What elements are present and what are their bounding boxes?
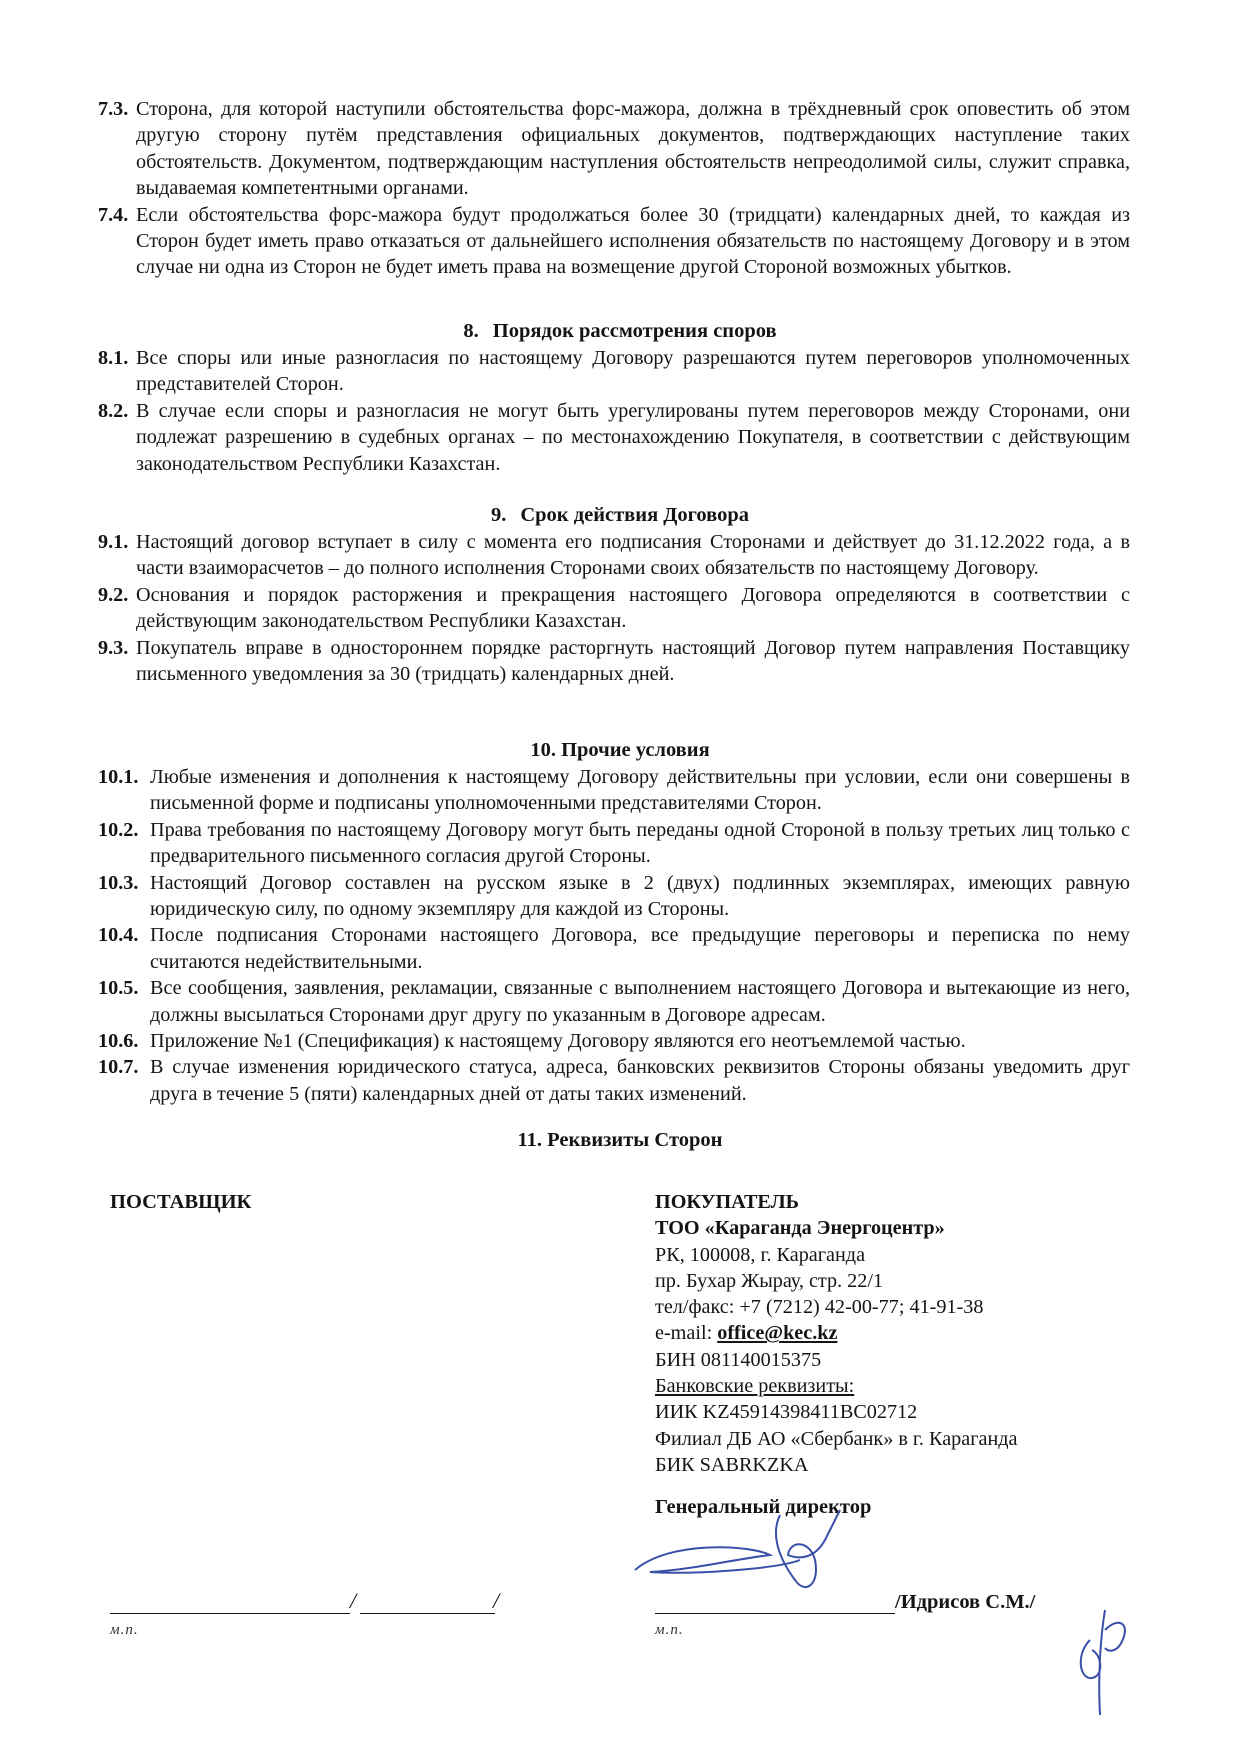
clause-number: 8.2. [98,399,129,422]
section-8-heading [0,318,1240,344]
buyer-details [655,1189,1115,1478]
clause-number: 10.4. [98,924,139,947]
section-11-heading: 11. Реквизиты Сторон [517,1129,723,1151]
buyer-bik: БИК SABRKZKA [655,1453,809,1476]
buyer-email-label: e-mail: [655,1322,718,1345]
clause-number: 8.1. [98,347,129,369]
clause-9-1 [98,529,1130,582]
clause-number: 10.1. [98,766,139,788]
buyer-bank-label: Банковские реквизиты: [655,1375,855,1398]
clause-text: Основания и порядок расторжения и прекращения настоящего Договора определяются в соответствии с действующим законодательством Республики Казахстан. [136,583,1130,633]
supplier-stamp-place: м.п. [110,1622,139,1638]
supplier-name-line [360,1613,495,1614]
supplier-label: ПОСТАВЩИК [110,1191,252,1213]
clause-text: Покупатель вправе в одностороннем порядке расторгнуть настоящий Договор путем направления Поставщику письменного уведомления за 30 (тридцать) календарных дней. [136,636,1130,686]
clause-number: 10.5. [98,977,139,1000]
section-title: Срок действия Договора [520,504,750,526]
clause-text: Все споры или иные разногласия по настоящему Договору разрешаются путем переговоров уполномоченных представителей Сторон. [136,347,1130,396]
clause-text: Любые изменения и дополнения к настоящему Договору действительны при условии, если они совершены в письменной форме и подписаны уполномоченными представителями Сторон. [150,766,1130,815]
clause-7-4 [98,202,1130,281]
clause-text: В случае изменения юридического статуса, адреса, банковских реквизитов Стороны обязаны уведомить друг друга в течение 5 (пяти) календарных дней от даты таких изменений. [150,1056,1130,1105]
slash-mark: / [350,1588,357,1613]
buyer-stamp-place: м.п. [655,1622,684,1638]
clause-number: 10.7. [98,1056,139,1079]
buyer-bank: Филиал ДБ АО «Сбербанк» в г. Караганда [655,1427,1018,1450]
clause-10-6 [98,1028,1130,1054]
section-9 [98,529,1130,687]
clause-10-3 [98,870,1130,923]
clause-number: 10.2. [98,818,139,841]
clause-text: Настоящий договор вступает в силу с момента его подписания Сторонами и действует до 31.12.2022 года, а в части взаиморасчетов – до полного исполнения Сторонами своих обязательств по настоящему Договору. [136,531,1130,580]
director-title: Генеральный директор [655,1496,872,1518]
section-9-heading [0,502,1240,528]
buyer-email-row [655,1320,1115,1346]
section-title: Порядок рассмотрения споров [492,320,777,342]
buyer-iik: ИИК KZ45914398411BC02712 [655,1401,918,1424]
section-8 [98,345,1130,477]
clause-number: 10.3. [98,871,139,894]
buyer-address-1: РК, 100008, г. Караганда [655,1243,866,1266]
clause-number: 7.3. [98,98,129,120]
clause-text: Сторона, для которой наступили обстоятельства форс-мажора, должна в трёхдневный срок оповестить об этом другую сторону путём представления официальных документов, подтверждающих наступление таких обстоятельств. Документом, подтверждающим наступления обстоятельств непреодолимой силы, служит справка, выдаваемая компетентными органами. [136,98,1130,200]
slash-mark: / [493,1588,500,1613]
section-10-heading: 10. Прочие условия [530,739,710,761]
clause-number: 7.4. [98,203,129,226]
clause-text: Права требования по настоящему Договору могут быть переданы одной Стороной в пользу третьих лиц только с предварительного письменного согласия другой Стороны. [150,818,1130,868]
buyer-bin: БИН 081140015375 [655,1348,822,1371]
buyer-phone: тел/факс: +7 (7212) 42-00-77; 41-91-38 [655,1296,984,1319]
clause-text: В случае если споры и разногласия не могут быть урегулированы путем переговоров между Сторонами, они подлежат разрешению в судебных органах – по местонахождению Покупателя, в соответствии с действующим законодательством Республики Казахстан. [136,399,1130,475]
clause-10-5 [98,975,1130,1028]
section-10 [98,764,1130,1107]
supplier-signature-line [110,1613,350,1614]
clause-number: 10.6. [98,1030,139,1053]
clause-10-1 [98,764,1130,817]
margin-initials [1070,1600,1140,1720]
section-7 [98,96,1130,281]
clause-8-1 [98,345,1130,398]
buyer-label: ПОКУПАТЕЛЬ [655,1191,800,1213]
buyer-company: ТОО «Караганда Энергоцентр» [655,1217,945,1240]
clause-9-2 [98,582,1130,635]
clause-text: Приложение №1 (Спецификация) к настоящему Договору являются его неотъемлемой частью. [150,1030,966,1053]
clause-text: Если обстоятельства форс-мажора будут продолжаться более 30 (тридцати) календарных дней, то каждая из Сторон будет иметь право отказаться от дальнейшего исполнения обязательств по настоящему Договору и в этом случае ни одна из Сторон не будет иметь права на возмещение другой Стороной возможных убытков. [136,203,1130,279]
clause-text: Настоящий Договор составлен на русском языке в 2 (двух) подлинных экземплярах, имеющих равную юридическую силу, по одному экземпляру для каждой из Стороны. [150,871,1130,921]
clause-number: 9.2. [98,583,129,606]
clause-7-3 [98,96,1130,202]
clause-text: После подписания Сторонами настоящего Договора, все предыдущие переговоры и переписка по нему считаются недействительными. [150,924,1130,973]
clause-number: 9.3. [98,636,129,659]
clause-number: 9.1. [98,531,129,553]
section-number: 8. [463,320,479,342]
buyer-email-link[interactable]: office@kec.kz [717,1322,838,1345]
signatory-name: /Идрисов С.М./ [895,1591,1036,1613]
clause-10-7 [98,1054,1130,1107]
section-number: 9. [490,504,507,526]
buyer-signature-line [655,1613,895,1614]
clause-10-4 [98,922,1130,975]
clause-10-2 [98,817,1130,870]
clause-text: Все сообщения, заявления, рекламации, связанные с выполнением настоящего Договора и вытекающие из него, должны высылаться Сторонами друг другу по указанным в Договоре адресам. [150,977,1130,1026]
buyer-address-2: пр. Бухар Жырау, стр. 22/1 [655,1269,884,1292]
clause-9-3 [98,635,1130,688]
clause-8-2 [98,398,1130,477]
director-signature [630,1500,890,1610]
